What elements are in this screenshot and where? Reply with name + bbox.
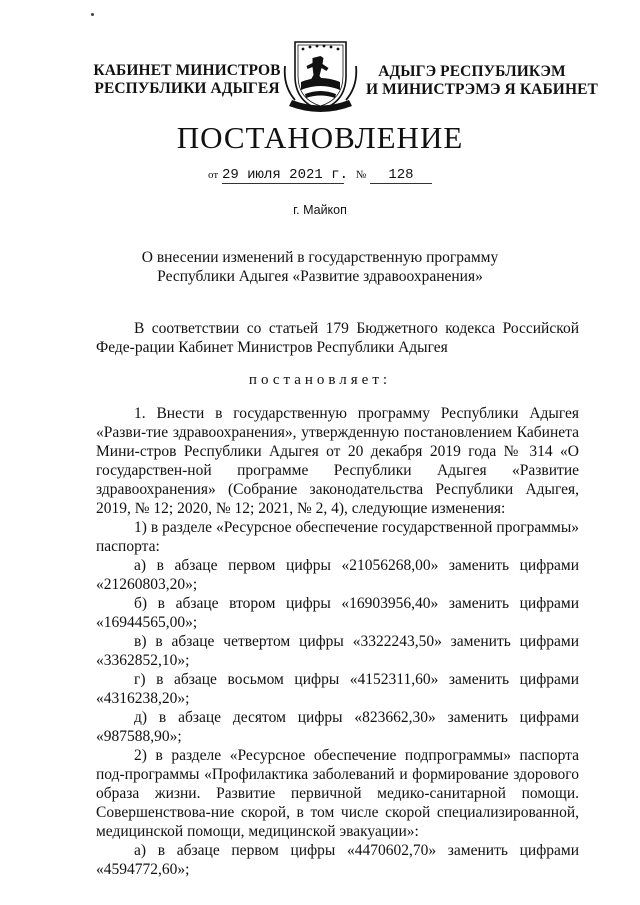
- city-label: г. Майкоп: [293, 203, 347, 217]
- date-number-line: [0, 166, 640, 184]
- subject-line1: О внесении изменений в государственную программу: [141, 249, 499, 266]
- list-item-e-line1: д) в абзаце десятом цифры «823662,30» заменить цифрами: [134, 709, 579, 726]
- document-number: 128: [370, 167, 432, 184]
- body-paragraph-3: 2) в разделе «Ресурсное обеспечение подпрограммы» паспорта под-программы «Профилактика заболеваний и формирование здорового образа жизни. Развитие первичной медико-санитарной помощи. Совершенствова-ние скорой, в том числе скорой специализированной, медицинской помощи, медицинской эвакуации»:: [96, 747, 579, 840]
- header-right: [366, 63, 598, 99]
- document-date: 29 июля 2021 г.: [221, 167, 348, 183]
- scan-dot: [91, 13, 94, 16]
- coat-of-arms-emblem: [283, 36, 358, 114]
- header-right-line1: АДЫГЭ РЕСПУБЛИКЭМ: [378, 63, 566, 80]
- document-title: ПОСТАНОВЛЕНИЕ: [176, 120, 464, 155]
- header-right-line2: И МИНИСТРЭМЭ Я КАБИНЕТ: [366, 81, 598, 98]
- subject-line2: Республики Адыгея «Развитие здравоохранения»: [157, 268, 483, 285]
- document-subject: [100, 248, 540, 286]
- list-item-f-line2: «4594772,60»;: [96, 861, 190, 878]
- decree-word: постановляет:: [248, 372, 392, 388]
- list-item-c-line2: «3362852,10»;: [96, 652, 190, 669]
- header-left-line1: КАБИНЕТ МИНИСТРОВ: [93, 62, 281, 79]
- document-body: [96, 404, 579, 879]
- body-paragraph-2: 1) в разделе «Ресурсное обеспечение государственной программы» паспорта:: [96, 519, 579, 555]
- number-prefix: №: [355, 169, 367, 181]
- list-item-b-line1: б) в абзаце втором цифры «16903956,40» заменить цифрами: [134, 595, 579, 612]
- list-item-c-line1: в) в абзаце четвертом цифры «3322243,50» заменить цифрами: [134, 633, 579, 650]
- list-item-a-line1: а) в абзаце первом цифры «21056268,00» заменить цифрами: [134, 557, 579, 574]
- list-item-d-line1: г) в абзаце восьмом цифры «4152311,60» заменить цифрами: [134, 671, 579, 688]
- list-item-f-line1: а) в абзаце первом цифры «4470602,70» заменить цифрами: [134, 842, 579, 859]
- list-item-b-line2: «16944565,00»;: [96, 614, 198, 631]
- header-left: [92, 62, 282, 98]
- list-item-d-line2: «4316238,20»;: [96, 690, 190, 707]
- list-item-a-line2: «21260803,20»;: [96, 576, 198, 593]
- intro-paragraph: В соответствии со статьей 179 Бюджетного кодекса Российской Феде-рации Кабинет Министров Республики Адыгея: [96, 320, 579, 356]
- header-left-line2: РЕСПУБЛИКИ АДЫГЕЯ: [94, 80, 280, 97]
- body-paragraph-1: 1. Внести в государственную программу Республики Адыгея «Разви-тие здравоохранения», утвержденную постановлением Кабинета Мини-стров Республики Адыгея от 20 декабря 2019 года № 314 «О государствен-ной программе Республики Адыгея «Развитие здравоохранения» (Собрание законодательства Республики Адыгея, 2019, № 12; 2020, № 12; 2021, № 2, 4), следующие изменения:: [96, 405, 579, 517]
- list-item-e-line2: «987588,90»;: [96, 728, 182, 745]
- date-prefix: от: [208, 169, 219, 181]
